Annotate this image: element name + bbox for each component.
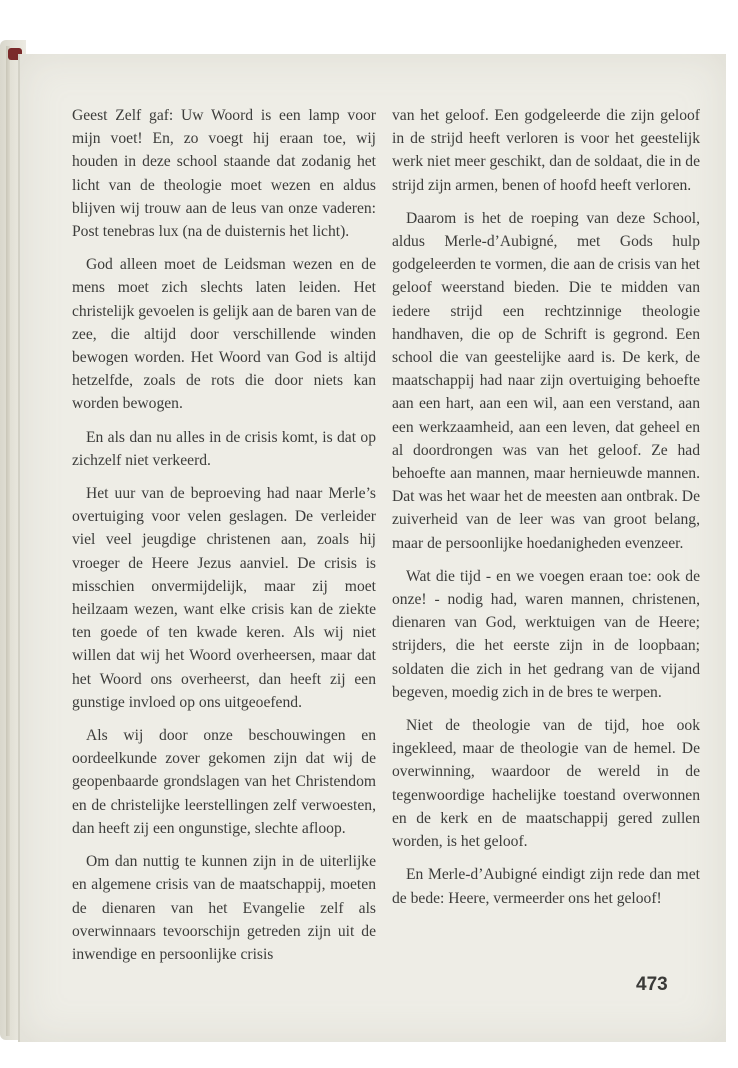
paragraph: God alleen moet de Leidsman wezen en de mens moet zich slechts laten leiden. Het christelijk gevoelen is gelijk aan de baren van de zee, die altijd door verschillende winden bewogen worden. Het Woord van God is altijd hetzelfde, zoals de rots die door niets kan worden bewogen.	[72, 256, 376, 413]
paragraph: Geest Zelf gaf: Uw Woord is een lamp voor mijn voet! En, zo voegt hij eraan toe, wij houden in deze school staande dat zodanig het licht van de theologie moet wezen en aldus blijven wij trouw aan de leus van onze vaderen: Post tenebras lux (na de duisternis het licht).	[72, 107, 376, 241]
paragraph: Daarom is het de roeping van deze School, aldus Merle-d’Aubigné, met Gods hulp godgeleerden te vormen, die aan de crisis van het geloof weerstand bieden. Die te midden van iedere strijd een rechtzinnige theologie handhaven, die op de Schrift is gegrond. Een school die van geestelijke aard is. De kerk, de maatschappij had naar zijn overtuiging behoefte aan een hart, aan een wil, aan een verstand, aan een werkzaamheid, aan een leven, dat geheel en al doordrongen was van het geloof. Ze had behoefte aan mannen, maar hernieuwde mannen. Dat was het waar het de meesten aan ontbrak. De zuiverheid van de leer was van groot belang, maar de persoonlijke hoedanigheden evenzeer.	[392, 209, 700, 552]
paragraph: Het uur van de beproeving had naar Merle’s overtuiging voor velen geslagen. De verleider viel veel jeugdige christenen aan, zoals hij vroeger de Heere Jezus aanviel. De crisis is misschien onvermijdelijk, maar zij moet heilzaam wezen, want elke crisis kan de ziekte ten goede of ten kwade keren. Als wij niet willen dat wij het Woord overheersen, maar dat het Woord ons overheerst, dan heeft zij een gunstige invloed op ons uitgeoefend.	[72, 485, 376, 711]
page-number: 473	[636, 974, 668, 995]
paragraph: Wat die tijd - en we voegen eraan toe: ook de onze! - nodig had, waren mannen, christenen, dienaren van God, werktuigen van de Heere; strijders, die het eerste zijn in de loopbaan; soldaten die zich in het gedrang van de vijand begeven, moedig zich in de bres te werpen.	[392, 567, 700, 701]
paragraph: Om dan nuttig te kunnen zijn in de uiterlijke en algemene crisis van de maatschappij, moeten de dienaren van het Evangelie zelf als overwinnaars tevoorschijn getreden zijn uit de inwendige en persoonlijke crisis	[72, 853, 376, 963]
page-stack-edge	[6, 46, 10, 1036]
paragraph: Niet de theologie van de tijd, hoe ook ingekleed, maar de theologie van de hemel. De overwinning, waardoor de wereld in de tegenwoordige hachelijke toestand overwonnen en de kerk en de maatschappij gered zullen worden, is het geloof.	[392, 717, 700, 851]
paragraph: En als dan nu alles in de crisis komt, is dat op zichzelf niet verkeerd.	[72, 428, 376, 469]
paragraph: Als wij door onze beschouwingen en oordeelkunde zover gekomen zijn dat wij de geopenbaarde grondslagen van het Christendom en de christelijke leerstellingen zelf verwoesten, dan heeft zij een ongunstige, slechte afloop.	[72, 727, 376, 837]
right-text-column	[392, 104, 700, 920]
paragraph: van het geloof. Een godgeleerde die zijn geloof in de strijd heeft verloren is voor het geestelijk werk niet meer geschikt, dan de soldaat, die in de strijd zijn armen, benen of hoofd heeft verloren.	[392, 107, 700, 194]
book-page	[18, 54, 726, 1042]
left-text-column	[72, 104, 376, 976]
paragraph: En Merle-d’Aubigné eindigt zijn rede dan met de bede: Heere, vermeerder ons het geloof!	[392, 866, 700, 907]
